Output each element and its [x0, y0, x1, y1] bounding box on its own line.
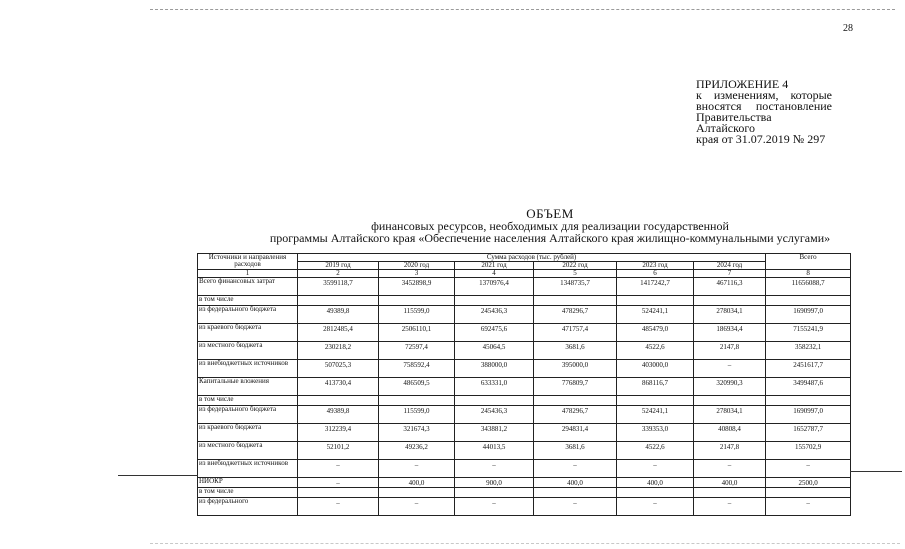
header-year: 2021 год [455, 262, 534, 270]
scan-line-right [850, 471, 902, 472]
title-heading: ОБЪЕМ [526, 206, 574, 221]
column-index: 5 [534, 270, 617, 278]
table-cell: 49389,8 [298, 306, 379, 324]
table-row [198, 378, 851, 396]
table-cell [379, 296, 455, 306]
appendix-line: к изменениям, которые [696, 88, 832, 102]
row-label: из местного бюджета [198, 442, 298, 460]
table-cell: 507025,3 [298, 360, 379, 378]
table-cell: 868116,7 [617, 378, 694, 396]
table-cell: 395000,0 [534, 360, 617, 378]
header-year: 2020 год [379, 262, 455, 270]
title-subline: финансовых ресурсов, необходимых для реализации государственной [371, 219, 729, 233]
table-cell: 3681,6 [534, 442, 617, 460]
scan-line-left [118, 475, 198, 476]
table-cell: 478296,7 [534, 406, 617, 424]
table-cell: 115599,0 [379, 406, 455, 424]
table-cell: 115599,0 [379, 306, 455, 324]
table-cell [298, 488, 379, 498]
table-cell [455, 488, 534, 498]
table-row [198, 360, 851, 378]
title-subline: программы Алтайского края «Обеспечение населения Алтайского края жилищно-коммунальными услугами» [269, 231, 831, 245]
table-cell: 485479,0 [617, 324, 694, 342]
table-cell: 44013,5 [455, 442, 534, 460]
table-cell [766, 296, 851, 306]
table-cell: 278034,1 [694, 306, 766, 324]
table-cell: 186934,4 [694, 324, 766, 342]
table-cell: 230218,2 [298, 342, 379, 360]
table-cell: 343881,2 [455, 424, 534, 442]
table-cell: 1690997,0 [766, 306, 851, 324]
table-cell: 486509,5 [379, 378, 455, 396]
table-cell: 403000,0 [617, 360, 694, 378]
table-cell: 524241,1 [617, 406, 694, 424]
table-row [198, 442, 851, 460]
column-index: 8 [766, 270, 851, 278]
header-sources: Источники и направления расходов [198, 254, 298, 270]
table-cell: 320990,3 [694, 378, 766, 396]
appendix-line: края от 31.07.2019 № 297 [696, 132, 826, 146]
table-cell: 2506110,1 [379, 324, 455, 342]
table-cell [617, 396, 694, 406]
row-label: из краевого бюджета [198, 424, 298, 442]
table-cell: 294831,4 [534, 424, 617, 442]
column-index-row [198, 270, 851, 278]
table-row [198, 306, 851, 324]
table-cell: 4522,6 [617, 342, 694, 360]
table-cell: 2147,8 [694, 442, 766, 460]
table-row [198, 324, 851, 342]
table-cell: 400,0 [379, 478, 455, 488]
header-year: 2023 год [617, 262, 694, 270]
table-cell: 2500,0 [766, 478, 851, 488]
row-label: из краевого бюджета [198, 324, 298, 342]
table-row [198, 478, 851, 488]
table-cell: 312239,4 [298, 424, 379, 442]
appendix-line: вносятся постановление [696, 99, 832, 113]
table-cell: 413730,4 [298, 378, 379, 396]
table-cell [766, 488, 851, 498]
table-cell: 72597,4 [379, 342, 455, 360]
table-cell: 2451617,7 [766, 360, 851, 378]
table-cell: – [534, 460, 617, 478]
table-cell: 758592,4 [379, 360, 455, 378]
table-cell: – [694, 460, 766, 478]
table-cell: 49236,2 [379, 442, 455, 460]
table-cell: 52101,2 [298, 442, 379, 460]
table-cell [534, 396, 617, 406]
table-cell [379, 488, 455, 498]
table-cell: – [766, 498, 851, 516]
table-cell: – [534, 498, 617, 516]
table-cell [298, 396, 379, 406]
table-cell: 3452898,9 [379, 278, 455, 296]
table-cell: 388000,0 [455, 360, 534, 378]
table-cell: 524241,1 [617, 306, 694, 324]
scan-edge-top [150, 9, 895, 10]
table-cell [617, 296, 694, 306]
table-row [198, 498, 851, 516]
header-year: 2022 год [534, 262, 617, 270]
row-label: из местного бюджета [198, 342, 298, 360]
table-cell: – [766, 460, 851, 478]
table-cell: 49389,8 [298, 406, 379, 424]
document-title [180, 208, 905, 244]
table-cell: 4522,6 [617, 442, 694, 460]
table-cell: 155702,9 [766, 442, 851, 460]
table-cell [694, 296, 766, 306]
table-cell [617, 488, 694, 498]
table-cell: 478296,7 [534, 306, 617, 324]
finance-table [197, 253, 851, 516]
table-row [198, 406, 851, 424]
table-cell: – [694, 360, 766, 378]
header-amount: Сумма расходов (тыс. рублей) [298, 254, 766, 262]
table-cell [694, 396, 766, 406]
table-row [198, 424, 851, 442]
table-cell: 1690997,0 [766, 406, 851, 424]
page-number: 28 [843, 23, 853, 34]
table-cell [298, 296, 379, 306]
table-cell: 1652787,7 [766, 424, 851, 442]
column-index: 1 [198, 270, 298, 278]
table-cell: 400,0 [534, 478, 617, 488]
row-label: в том числе [198, 296, 298, 306]
appendix-block [696, 79, 832, 145]
table-cell: 2147,8 [694, 342, 766, 360]
table-row [198, 342, 851, 360]
table-cell: 900,0 [455, 478, 534, 488]
scan-edge-bottom [150, 543, 900, 544]
table-cell: 1417242,7 [617, 278, 694, 296]
table-cell [379, 396, 455, 406]
column-index: 2 [298, 270, 379, 278]
table-cell [534, 488, 617, 498]
table-row [198, 278, 851, 296]
table-row [198, 488, 851, 498]
table-cell: 358232,1 [766, 342, 851, 360]
row-label: НИОКР [198, 478, 298, 488]
table-cell: – [455, 498, 534, 516]
table-row [198, 396, 851, 406]
table-cell: 633331,0 [455, 378, 534, 396]
table-cell [534, 296, 617, 306]
table-cell: 45064,5 [455, 342, 534, 360]
table-cell: 1370976,4 [455, 278, 534, 296]
row-label: Всего финансовых затрат [198, 278, 298, 296]
table-cell: – [298, 478, 379, 488]
column-index: 3 [379, 270, 455, 278]
table-cell: 278034,1 [694, 406, 766, 424]
row-label: из федерального бюджета [198, 306, 298, 324]
table-cell: – [617, 498, 694, 516]
table-cell: – [298, 498, 379, 516]
table-cell: 339353,0 [617, 424, 694, 442]
appendix-line: Правительства Алтайского [696, 110, 772, 135]
table-cell: 3681,6 [534, 342, 617, 360]
table-cell: 471757,4 [534, 324, 617, 342]
table-cell: 2812485,4 [298, 324, 379, 342]
table-cell: 245436,3 [455, 406, 534, 424]
row-label: из федерального [198, 498, 298, 516]
column-index: 7 [694, 270, 766, 278]
row-label: из внебюджетных источников [198, 460, 298, 478]
table-cell: – [694, 498, 766, 516]
table-cell: – [617, 460, 694, 478]
table-cell: 400,0 [617, 478, 694, 488]
table-cell [455, 396, 534, 406]
table-cell: 467116,3 [694, 278, 766, 296]
table-cell: 692475,6 [455, 324, 534, 342]
table-cell: 40808,4 [694, 424, 766, 442]
row-label: Капитальные вложения [198, 378, 298, 396]
table-cell: – [379, 460, 455, 478]
table-cell: 400,0 [694, 478, 766, 488]
column-index: 6 [617, 270, 694, 278]
table-cell: – [298, 460, 379, 478]
table-cell [766, 396, 851, 406]
column-index: 4 [455, 270, 534, 278]
row-label: в том числе [198, 488, 298, 498]
table-cell: – [455, 460, 534, 478]
table-cell: 776809,7 [534, 378, 617, 396]
row-label: из внебюджетных источников [198, 360, 298, 378]
header-year: 2024 год [694, 262, 766, 270]
table-cell: 3499487,6 [766, 378, 851, 396]
table-cell: 3599118,7 [298, 278, 379, 296]
table-cell [694, 488, 766, 498]
table-cell: 1348735,7 [534, 278, 617, 296]
table-cell: 7155241,9 [766, 324, 851, 342]
table-cell: – [379, 498, 455, 516]
appendix-title: ПРИЛОЖЕНИЕ 4 [696, 77, 789, 91]
table-row [198, 296, 851, 306]
table-cell: 321674,3 [379, 424, 455, 442]
table-cell: 245436,3 [455, 306, 534, 324]
table-cell: 11656088,7 [766, 278, 851, 296]
finance-table-wrapper [197, 253, 850, 516]
table-row [198, 460, 851, 478]
row-label: из федерального бюджета [198, 406, 298, 424]
row-label: в том числе [198, 396, 298, 406]
header-total: Всего [766, 254, 851, 270]
table-cell [455, 296, 534, 306]
header-year: 2019 год [298, 262, 379, 270]
